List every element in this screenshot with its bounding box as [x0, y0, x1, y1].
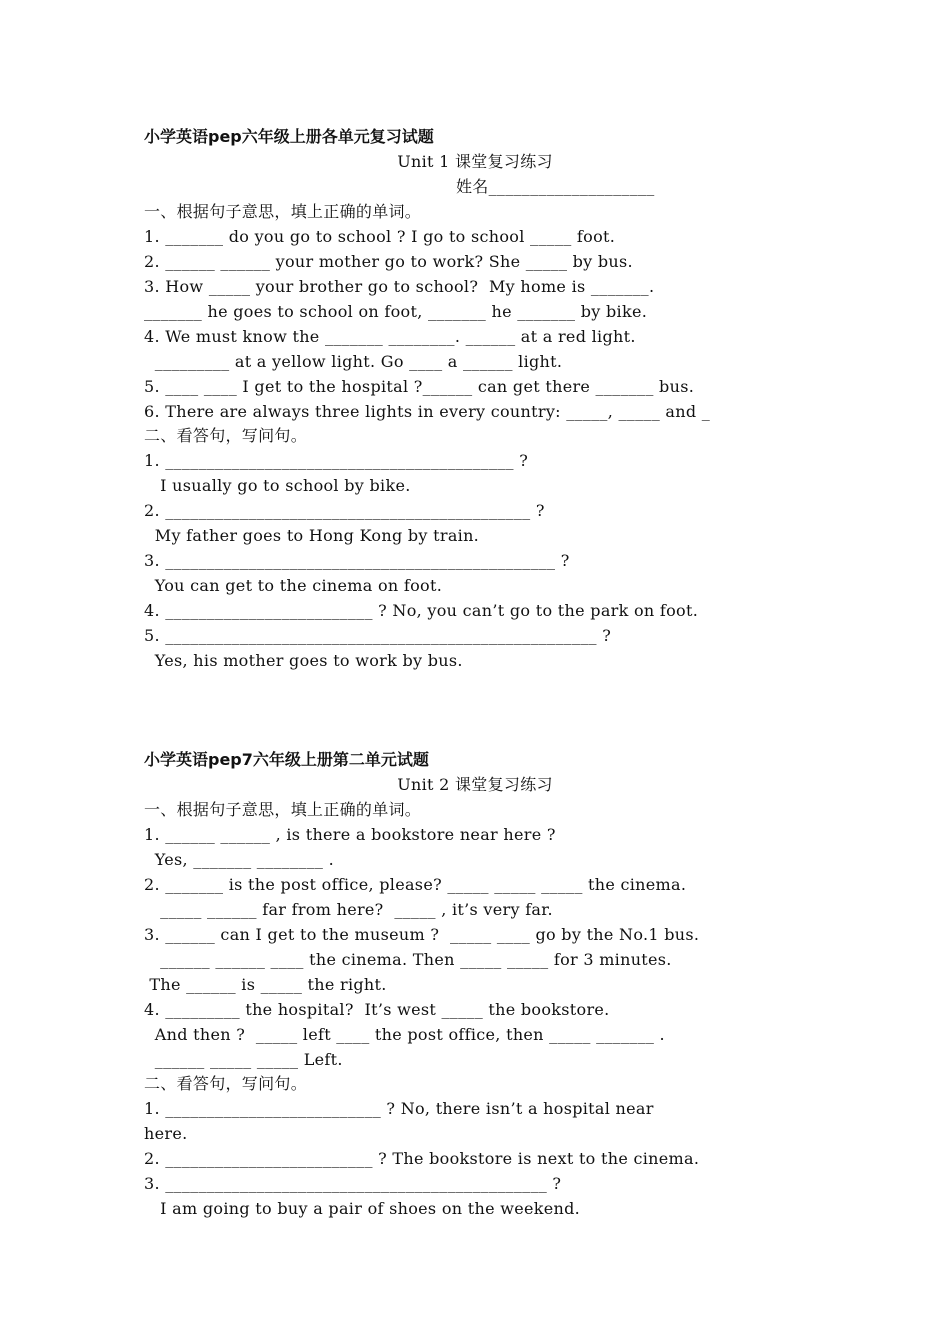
s1-question-line[interactable]: 1. __________________________________________ ?: [144, 451, 529, 470]
section2-title: 小学英语pep7六年级上册第二单元试题: [144, 750, 429, 769]
s2-fill-line[interactable]: 4. _________ the hospital? It’s west _____ the bookstore.: [144, 1000, 610, 1019]
s2-question-line[interactable]: 2. _________________________ ? The bookstore is next to the cinema.: [144, 1149, 700, 1168]
s2-fill-line[interactable]: And then ? _____ left ____ the post office, then _____ _______ .: [144, 1025, 665, 1044]
s2-fill-line[interactable]: Yes, _______ ________ .: [144, 850, 334, 869]
section1-part2-heading: 二、看答句，写问句。: [144, 426, 308, 445]
s1-question-line[interactable]: 2. ____________________________________________ ?: [144, 501, 545, 520]
s2-answer-text: I am going to buy a pair of shoes on the weekend.: [144, 1199, 581, 1218]
student-name-field[interactable]: 姓名____________________: [456, 177, 655, 196]
s1-question-line[interactable]: 4. _________________________ ? No, you can’t go to the park on foot.: [144, 601, 699, 620]
s1-fill-line[interactable]: _______ he goes to school on foot, _______ he _______ by bike.: [144, 302, 648, 321]
s1-fill-line[interactable]: 3. How _____ your brother go to school? My home is _______.: [144, 277, 655, 296]
s2-fill-line[interactable]: 3. ______ can I get to the museum ? _____ ____ go by the No.1 bus.: [144, 925, 700, 944]
s2-fill-line[interactable]: _____ ______ far from here? _____ , it’s very far.: [144, 900, 553, 919]
s1-answer-text: I usually go to school by bike.: [144, 476, 411, 495]
section2-subtitle: Unit 2 课堂复习练习: [397, 775, 553, 794]
s1-fill-line[interactable]: _________ at a yellow light. Go ____ a ______ light.: [144, 352, 563, 371]
s2-fill-line[interactable]: ______ _____ _____ Left.: [144, 1050, 343, 1069]
s2-fill-line[interactable]: 2. _______ is the post office, please? _____ _____ _____ the cinema.: [144, 875, 687, 894]
section1-subtitle: Unit 1 课堂复习练习: [397, 152, 553, 171]
s2-question-line[interactable]: 1. __________________________ ? No, there isn’t a hospital near: [144, 1099, 654, 1118]
section2-part2-heading: 二、看答句，写问句。: [144, 1074, 308, 1093]
s2-fill-line[interactable]: 1. ______ ______ , is there a bookstore near here ?: [144, 825, 556, 844]
s1-answer-text: You can get to the cinema on foot.: [144, 576, 443, 595]
s1-fill-line[interactable]: 5. ____ ____ I get to the hospital ?______ can get there _______ bus.: [144, 377, 695, 396]
s1-fill-line[interactable]: 1. _______ do you go to school ? I go to school _____ foot.: [144, 227, 616, 246]
section2-part1-heading: 一、根据句子意思，填上正确的单词。: [144, 800, 422, 819]
s2-fill-line[interactable]: ______ ______ ____ the cinema. Then _____ _____ for 3 minutes.: [144, 950, 672, 969]
s1-answer-text: Yes, his mother goes to work by bus.: [144, 651, 463, 670]
s2-fill-line[interactable]: The ______ is _____ the right.: [144, 975, 387, 994]
s1-question-line[interactable]: 5. ____________________________________________________ ?: [144, 626, 612, 645]
s1-fill-line[interactable]: 6. There are always three lights in every country: _____, _____ and _: [144, 402, 711, 421]
s1-fill-line[interactable]: 4. We must know the _______ ________. ______ at a red light.: [144, 327, 636, 346]
s1-fill-line[interactable]: 2. ______ ______ your mother go to work? She _____ by bus.: [144, 252, 633, 271]
s2-answer-text: here.: [144, 1124, 188, 1143]
section1-part1-heading: 一、根据句子意思，填上正确的单词。: [144, 202, 422, 221]
s1-answer-text: My father goes to Hong Kong by train.: [144, 526, 480, 545]
s1-question-line[interactable]: 3. _______________________________________________ ?: [144, 551, 570, 570]
section1-title: 小学英语pep六年级上册各单元复习试题: [144, 127, 434, 146]
s2-question-line[interactable]: 3. ______________________________________________ ?: [144, 1174, 562, 1193]
